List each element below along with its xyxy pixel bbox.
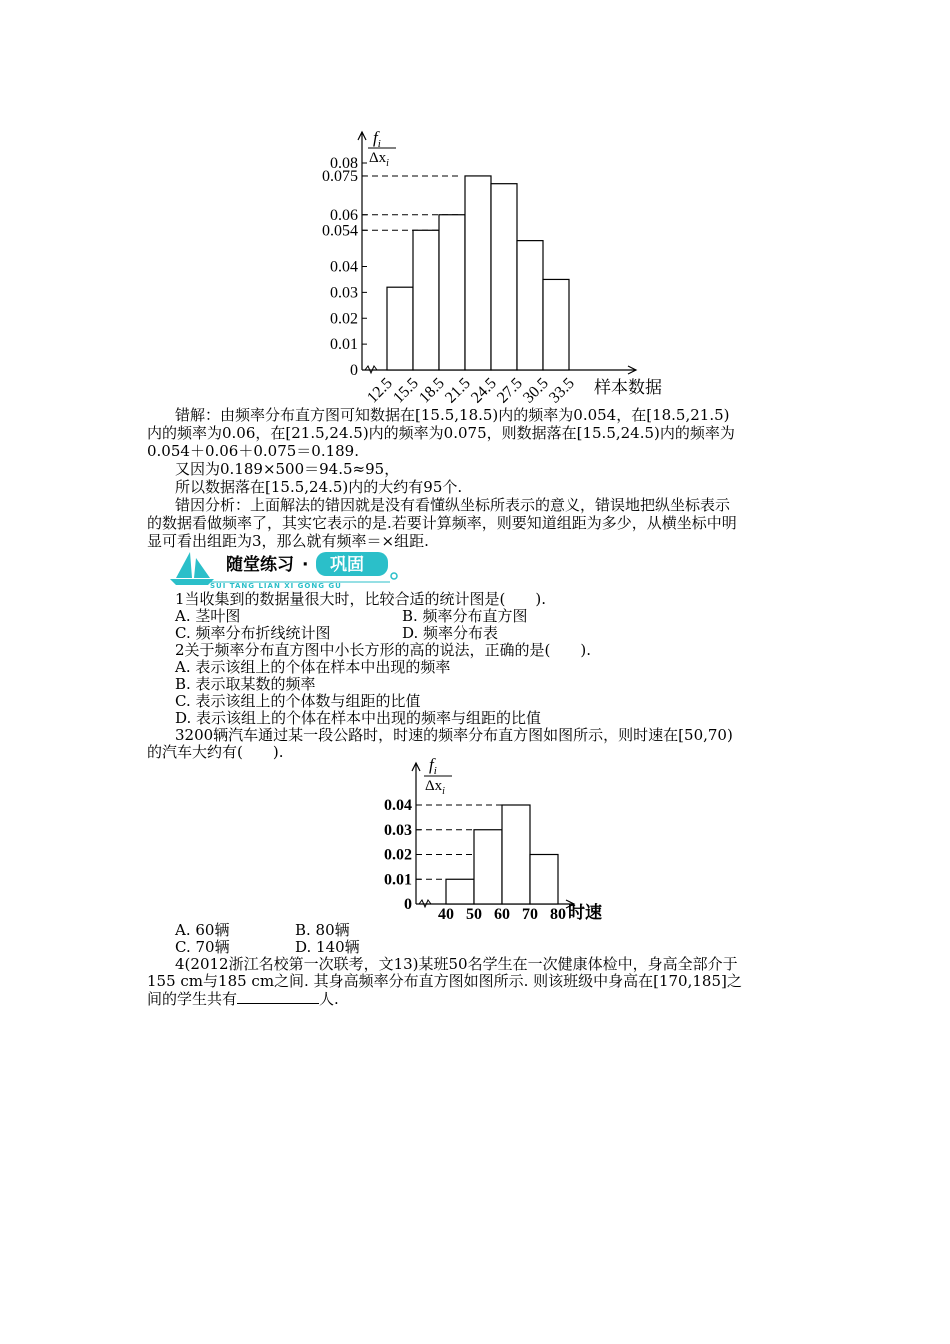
chart1-y-tick-label: 0.054 bbox=[322, 222, 358, 240]
chart1-y-tick-label: 0.08 bbox=[330, 155, 358, 172]
chart1-bar bbox=[465, 176, 491, 370]
q2-option-b: B. 表示取某数的频率 bbox=[175, 675, 316, 693]
chart1-y-tick-label: 0.03 bbox=[330, 284, 358, 302]
chart1-y-tick-label: 0.075 bbox=[322, 167, 358, 185]
chart1-bar bbox=[413, 230, 439, 370]
solution-line-1: 错解：由频率分布直方图可知数据在[15.5,18.5)内的频率为0.054，在[18.5,21.5) bbox=[175, 406, 730, 424]
answer-blank[interactable] bbox=[237, 989, 319, 1004]
chart2-x-tick-label: 60 bbox=[494, 906, 510, 923]
chart1-y-tick-label: 0.04 bbox=[330, 258, 358, 276]
section-banner bbox=[170, 548, 410, 588]
solution-line-4: 又因为0.189×500＝94.5≈95， bbox=[175, 460, 400, 478]
chart1-y-tick-label: 0.01 bbox=[330, 336, 358, 354]
chart1-x-tick-label: 30.5 bbox=[520, 374, 552, 407]
q1-option-c: C. 频率分布折线统计图 bbox=[175, 624, 331, 642]
chart2-x-label: 时速 bbox=[568, 903, 602, 922]
q2-option-a: A. 表示该组上的个体在样本中出现的频率 bbox=[175, 658, 451, 676]
chart1-y-tick-label: 0 bbox=[350, 362, 358, 379]
chart1-y-label-dx: $\Delta x_i$ bbox=[369, 150, 389, 169]
q3-stem-line-1: 3200辆汽车通过某一段公路时，时速的频率分布直方图如图所示，则时速在[50,70) bbox=[175, 726, 733, 744]
histogram-chart-1 bbox=[0, 0, 950, 420]
chart2-x-tick-label: 80 bbox=[550, 906, 566, 923]
banner-subtitle: SUI TANG LIAN XI GONG GU bbox=[210, 582, 342, 588]
chart1-x-label: 样本数据 bbox=[594, 378, 662, 397]
q2-option-d: D. 表示该组上的个体在样本中出现的频率与组距的比值 bbox=[175, 709, 542, 727]
chart1-x-tick-label: 27.5 bbox=[494, 374, 526, 407]
histogram-chart-2 bbox=[0, 750, 950, 925]
error-analysis-line-1: 错因分析：上面解法的错因就是没有看懂纵坐标所表示的意义，错误地把纵坐标表示 bbox=[175, 496, 731, 514]
q4-line-3 bbox=[147, 989, 339, 1008]
chart1-x-tick-label: 15.5 bbox=[390, 374, 422, 407]
chart2-y-tick-label: 0.01 bbox=[384, 871, 412, 889]
chart2-x-tick-label: 70 bbox=[522, 906, 538, 923]
chart2-y-tick-label: 0.02 bbox=[384, 846, 412, 864]
q1-option-b: B. 频率分布直方图 bbox=[402, 607, 528, 625]
chart1-group bbox=[322, 132, 636, 407]
q4-line-3-start: 间的学生共有 bbox=[147, 990, 238, 1008]
chart2-bar bbox=[446, 879, 474, 904]
chart2-bar bbox=[502, 805, 530, 904]
chart1-x-tick-label: 18.5 bbox=[416, 374, 448, 407]
chart1-bar bbox=[387, 287, 413, 370]
q4-line-1: 4(2012浙江名校第一次联考，文13)某班50名学生在一次健康体检中，身高全部介于 bbox=[175, 955, 738, 973]
chart2-x-tick-label: 50 bbox=[466, 906, 482, 923]
chart2-x-tick-label: 40 bbox=[438, 906, 454, 923]
chart2-y-tick-label: 0.03 bbox=[384, 821, 412, 839]
q4-line-2: 155 cm与185 cm之间. 其身高频率分布直方图如图所示. 则该班级中身高在[170,185]之 bbox=[147, 972, 742, 990]
q4-line-3-end: 人. bbox=[319, 990, 339, 1008]
q1-stem: 1当收集到的数据量很大时，比较合适的统计图是( ). bbox=[175, 590, 547, 608]
q3-stem-line-2: 的汽车大约有( ). bbox=[147, 743, 284, 761]
q2-option-c: C. 表示该组上的个体数与组距的比值 bbox=[175, 692, 421, 710]
chart1-bar bbox=[491, 184, 517, 370]
solution-line-3: 0.054＋0.06＋0.075＝0.189. bbox=[147, 442, 359, 460]
banner-title: 随堂练习 bbox=[226, 555, 294, 575]
chart1-bar bbox=[439, 215, 465, 370]
chart2-y-label-f: $f_i$ bbox=[429, 755, 437, 777]
banner-dot: · bbox=[302, 555, 309, 575]
chart2-y-label-dx: $\Delta x_i$ bbox=[425, 778, 445, 797]
chart2-group bbox=[384, 763, 574, 923]
chart1-x-tick-label: 24.5 bbox=[468, 374, 500, 407]
chart1-y-tick-label: 0.02 bbox=[330, 310, 358, 328]
chart1-bar bbox=[543, 279, 569, 370]
q3-option-a: A. 60辆 bbox=[175, 921, 230, 939]
chart1-x-tick-label: 12.5 bbox=[364, 374, 396, 407]
q3-option-d: D. 140辆 bbox=[295, 938, 360, 956]
sailboat-icon bbox=[170, 552, 214, 585]
q1-option-a: A. 茎叶图 bbox=[175, 607, 241, 625]
chart2-bar bbox=[474, 830, 502, 904]
error-analysis-line-3: 显可看出组距为3，那么就有频率＝×组距. bbox=[147, 532, 429, 550]
chart1-y-tick-label: 0.06 bbox=[330, 206, 358, 224]
chart2-bar bbox=[530, 855, 558, 905]
solution-line-5: 所以数据落在[15.5,24.5)内的大约有95个. bbox=[175, 478, 463, 496]
chart1-x-tick-label: 21.5 bbox=[442, 374, 474, 407]
q3-option-b: B. 80辆 bbox=[295, 921, 350, 939]
chart1-x-tick-label: 33.5 bbox=[546, 374, 578, 407]
banner-tag: 巩固 bbox=[330, 555, 364, 575]
chart2-y-tick-label: 0.04 bbox=[384, 797, 412, 814]
q1-option-d: D. 频率分布表 bbox=[402, 624, 499, 642]
chart2-y-tick-label: 0 bbox=[404, 896, 412, 913]
error-analysis-line-2: 的数据看做频率了，其实它表示的是.若要计算频率，则要知道组距为多少，从横坐标中明 bbox=[147, 514, 737, 532]
solution-line-2: 内的频率为0.06，在[21.5,24.5)内的频率为0.075，则数据落在[15.5,24.5)内的频率为 bbox=[147, 424, 735, 442]
chart1-bar bbox=[517, 241, 543, 370]
banner-end-dot bbox=[391, 573, 397, 579]
q3-option-c: C. 70辆 bbox=[175, 938, 230, 956]
q2-stem: 2关于频率分布直方图中小长方形的高的说法，正确的是( ). bbox=[175, 641, 592, 659]
chart1-y-label-f: $f_i$ bbox=[373, 128, 381, 150]
